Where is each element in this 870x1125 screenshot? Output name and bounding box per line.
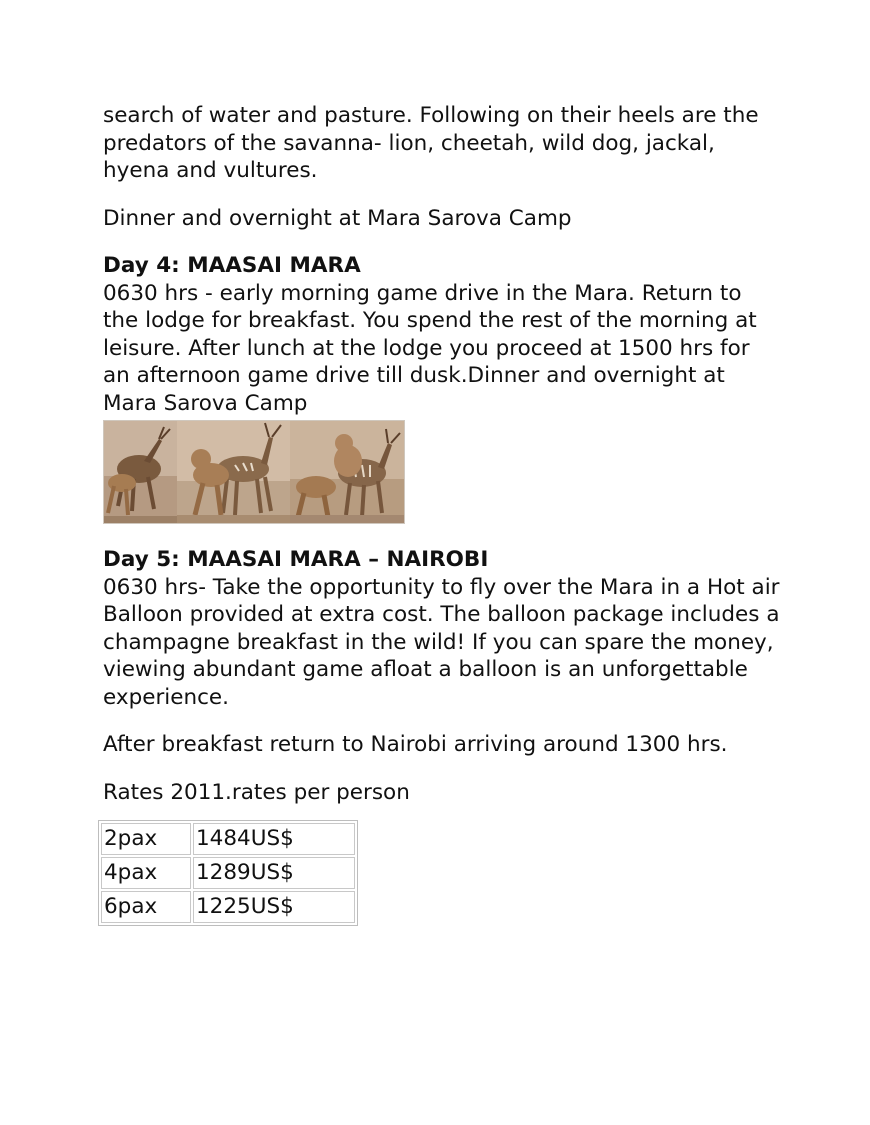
day5-heading: Day 5: MAASAI MARA – NAIROBI: [103, 547, 489, 572]
day4-body: 0630 hrs - early morning game drive in the Mara. Return to the lodge for breakfast. You spend the rest of the morning at leisure. After lunch at the lodge you proceed at 1500 hrs for an afternoon game drive till dusk.Dinner and overnight at Mara Sarova Camp: [103, 280, 757, 416]
photo-lions-chasing-kudu-2: [177, 421, 290, 523]
price-cell: 1484US$: [193, 823, 355, 855]
day5-body: 0630 hrs- Take the opportunity to fly over the Mara in a Hot air Balloon provided at extra cost. The balloon package includes a champagne breakfast in the wild! If you can spare the money, viewing abundant game afloat a balloon is an unforgettable experience.: [103, 574, 780, 710]
dinner-paragraph: Dinner and overnight at Mara Sarova Camp: [103, 205, 572, 231]
document-page: [103, 102, 783, 926]
price-cell: 1289US$: [193, 857, 355, 889]
table-row: [101, 857, 355, 889]
return-paragraph: After breakfast return to Nairobi arriving around 1300 hrs.: [103, 732, 728, 757]
lion-hunt-photo-strip: [103, 420, 405, 524]
photo-lions-chasing-kudu-3: [290, 421, 404, 523]
photo-lions-chasing-kudu-1: [104, 421, 177, 523]
table-row: [101, 823, 355, 855]
table-row: [101, 891, 355, 923]
day4-heading: Day 4: MAASAI MARA: [103, 253, 361, 278]
pax-cell: 6pax: [101, 891, 191, 923]
rates-table: [98, 820, 358, 926]
price-cell: 1225US$: [193, 891, 355, 923]
intro-paragraph: search of water and pasture. Following on their heels are the predators of the savanna- lion, cheetah, wild dog, jackal, hyena and vultures.: [103, 103, 759, 183]
rates-caption: Rates 2011.rates per person: [103, 779, 410, 805]
pax-cell: 2pax: [101, 823, 191, 855]
pax-cell: 4pax: [101, 857, 191, 889]
